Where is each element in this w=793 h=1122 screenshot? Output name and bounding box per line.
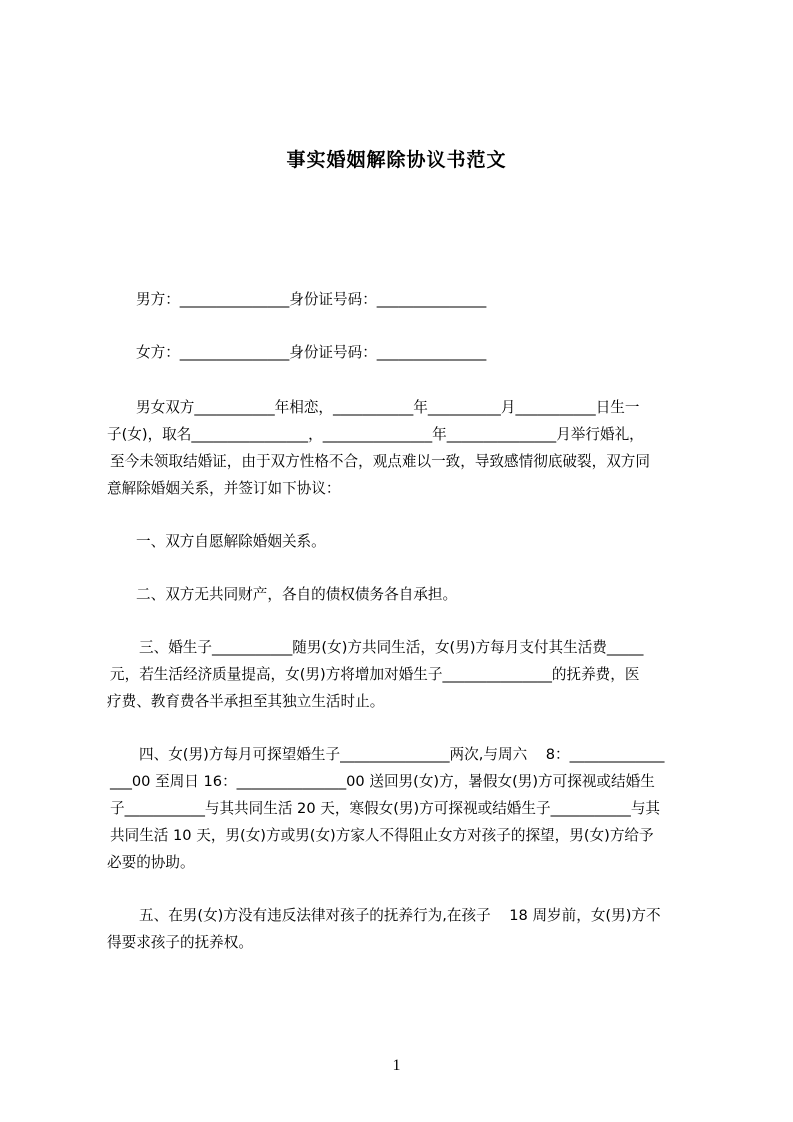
intro-line-3: 至今未领取结婚证，由于双方性格不合，观点难以一致，导致感情彻底破裂，双方同 [110, 453, 650, 470]
clause-4-line-3: 子___________与其共同生活 20 天，寒假女(男)方可探视或结婚生子___________与其 [110, 800, 661, 817]
page-number: 1 [392, 1057, 401, 1074]
clause-4-line-2: ___00 至周日 16：_______________00 送回男(女)方，暑假女(男)方可探视或结婚生 [110, 773, 655, 790]
clause-5-line-2: 得要求孩子的抚养权。 [107, 934, 253, 951]
clause-3-line-3: 疗费、教育费各半承担至其独立生活时止。 [107, 693, 385, 710]
clause-4-line-4: 共同生活 10 天，男(女)方或男(女)方家人不得阻止女方对孩子的探望，男(女)方给予 [110, 827, 654, 844]
intro-line-2: 子(女)，取名________________，_______________年_______________月举行婚礼， [107, 426, 644, 443]
intro-line-1: 男女双方___________年相恋，___________年__________月___________日生一 [136, 399, 640, 416]
clause-5-line-1: 五、在男(女)方没有违反法律对孩子的抚养行为,在孩子 18 周岁前，女(男)方不 [139, 907, 661, 924]
clause-2: 二、双方无共同财产，各自的债权债务各自承担。 [136, 586, 458, 603]
female-field: 女方：_______________身份证号码：_______________ [136, 344, 487, 361]
intro-line-4: 意解除婚姻关系，并签订如下协议： [107, 480, 341, 497]
document-title: 事实婚姻解除协议书范文 [286, 149, 507, 171]
clause-4-line-5: 必要的协助。 [107, 854, 195, 871]
male-field: 男方：_______________身份证号码：_______________ [136, 291, 487, 308]
clause-4-line-1: 四、女(男)方每月可探望婚生子_______________两次,与周六 8：_____________ [139, 746, 665, 763]
clause-3-line-1: 三、婚生子___________随男(女)方共同生活，女(男)方每月支付其生活费_____ [139, 639, 644, 656]
clause-1: 一、双方自愿解除婚姻关系。 [136, 533, 326, 550]
clause-3-line-2: 元，若生活经济质量提高，女(男)方将增加对婚生子_______________的抚养费，医 [110, 666, 640, 683]
